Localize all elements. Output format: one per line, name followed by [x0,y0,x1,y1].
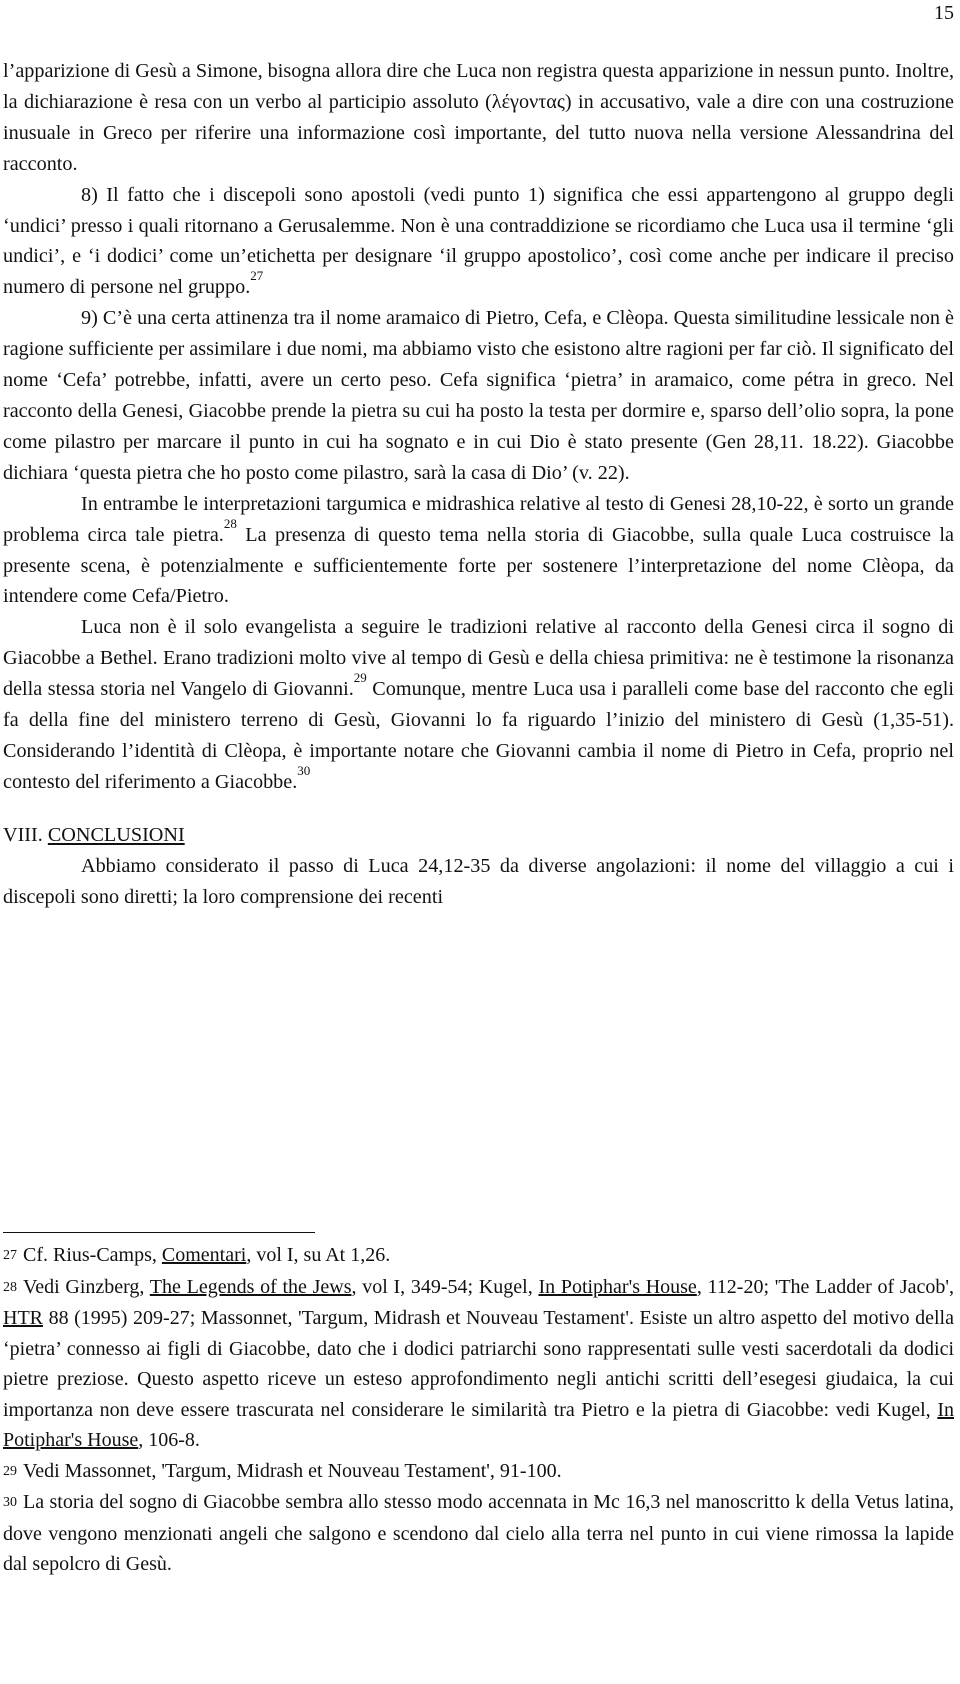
text-run: , 106-8. [138,1429,200,1451]
text-run: , vol I, 349-54; Kugel, [351,1275,539,1298]
text-run: 88 (1995) 209-27; Massonnet, 'Targum, Midrash et Nouveau Testament'. Esiste un altro aspetto del motivo della ‘pietra’ connesso ai figli di Giacobbe, dato che i dodici patriarchi sono rappresentati sulle vesti sacerdotali da dodici pietre preziose. Questo aspetto riceve un esteso approfondimento negli antichi scritti dell’esegesi giudaica, la cui importanza non deve essere trascurata nel considerare le similarità tra Pietro e la pietra di Giacobbe: vedi Kugel, [3,1307,954,1421]
underlined-title: In Potiphar's House [538,1275,697,1298]
footnote-number: 29 [3,1463,17,1479]
body-paragraph [3,489,954,613]
underlined-title: The Legends of the Jews [149,1275,352,1298]
body-paragraph [3,180,954,304]
footnote-number: 28 [3,1279,17,1295]
footnote-number: 30 [3,1495,17,1510]
underlined-title: HTR [3,1307,43,1329]
footnote [3,1487,954,1580]
footnote [3,1240,954,1272]
text-run: Vedi Massonnet, 'Targum, Midrash et Nouveau Testament', 91-100. [23,1459,562,1482]
section-heading [3,820,954,851]
footnote-separator [3,1232,315,1233]
body-paragraph [3,56,954,180]
main-text [3,56,954,912]
text-run: Comunque, mentre Luca usa i paralleli come base del racconto che egli fa della fine del ministero terreno di Gesù, Giovanni lo fa riguardo l’inizio del ministero di Gesù (1,35-51). Considerando l’identità di Clèopa, è importante notare che Giovanni cambia il nome di Pietro in Cefa, proprio nel contesto del riferimento a Giacobbe. [3,678,954,793]
text-run: 8) Il fatto che i discepoli sono apostoli (vedi punto 1) significa che essi appartengono al gruppo degli ‘undici’ presso i quali ritornano a Gerusalemme. Non è una contraddizione se ricordiamo che Luca usa il termine ‘gli undici’, e ‘i dodici’ come un’etichetta per designare ‘il gruppo apostolico’, così come anche per indicare il preciso numero di persone nel gruppo. [3,183,954,299]
footnote-number: 27 [3,1248,17,1263]
section-title: CONCLUSIONI [47,823,185,846]
page-number: 15 [934,2,954,24]
footnote [3,1272,954,1456]
section-number: VIII. [3,823,43,846]
body-paragraphs [3,56,954,798]
text-run: La presenza di questo tema nella storia di Giacobbe, sulla quale Luca costruisce la presente scena, è potenzialmente e sufficientemente forte per sostenere l’interpretazione del nome Clèopa, da intendere come Cefa/Pietro. [3,523,954,608]
text-run: l’apparizione di Gesù a Simone, bisogna allora dire che Luca non registra questa apparizione in nessun punto. Inoltre, la dichiarazione è resa con un verbo al participio assoluto (λέγοντας) in accusativo, vale a dire con una costruzione inusuale in Greco per riferire una informazione così importante, del tutto nuova nella versione Alessandrina del racconto. [3,60,954,175]
footnote-reference: 29 [353,670,367,686]
text-run: Luca non è il solo evangelista a seguire le tradizioni relative al racconto della Genesi circa il sogno di Giacobbe a Bethel. Erano tradizioni molto vive al tempo di Gesù e della chiesa primitiva: ne è testimone la risonanza della stessa storia nel Vangelo di Giovanni. [3,616,954,701]
footnote-reference: 30 [297,762,311,778]
footnotes [3,1240,954,1580]
text-run: , 112-20; 'The Ladder of Jacob', [696,1275,955,1298]
text-run: 9) C’è una certa attinenza tra il nome aramaico di Pietro, Cefa, e Clèopa. Questa similitudine lessicale non è ragione sufficiente per assimilare i due nomi, ma abbiamo visto che esistono altre ragioni per far ciò. Il significato del nome ‘Cefa’ potrebbe, infatti, avere un certo peso. Cefa significa ‘pietra’ in aramaico, come pétra in greco. Nel racconto della Genesi, Giacobbe prende la pietra su cui ha posto la testa per dormire e, sparso dell’olio sopra, la pone come pilastro per marcare il punto in cui ha sognato e in cui Dio è stato presente (Gen 28,11. 18.22). Giacobbe dichiara ‘questa pietra che ho posto come pilastro, sarà la casa di Dio’ (v. 22). [3,307,954,484]
text-run: Cf. Rius-Camps, [23,1244,162,1266]
body-paragraph [3,612,954,797]
text-run: , vol I, su At 1,26. [246,1244,391,1266]
footnote-reference: 27 [250,268,264,284]
text-run: Vedi Ginzberg, [23,1275,150,1298]
footnote [3,1456,954,1488]
text-run: La storia del sogno di Giacobbe sembra allo stesso modo accennata in Mc 16,3 nel manoscritto k della Vetus latina, dove vengono menzionati angeli che salgono e scendono dal cielo alla terra nel punto in cui viene rimossa la lapide dal sepolcro di Gesù. [3,1491,954,1575]
underlined-title: Comentari [161,1244,247,1266]
footnote-reference: 28 [223,515,237,531]
underlined-title: In Potiphar's House [3,1398,954,1451]
body-paragraph [3,303,954,488]
conclusion-paragraph: Abbiamo considerato il passo di Luca 24,12-35 da diverse angolazioni: il nome del villaggio a cui i discepoli sono diretti; la loro comprensione dei recenti [3,854,954,908]
text-run: In entrambe le interpretazioni targumica e midrashica relative al testo di Genesi 28,10-22, è sorto un grande problema circa tale pietra. [3,492,954,546]
